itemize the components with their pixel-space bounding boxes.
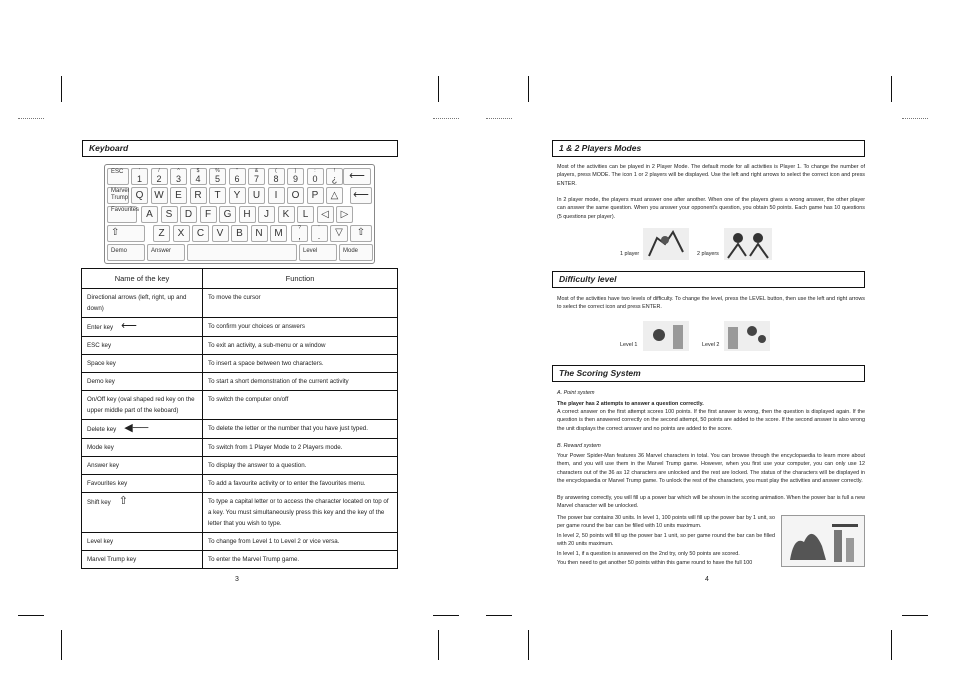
crop-mark [61,630,62,660]
table-row [82,493,398,533]
function-cell: To add a favourite activity or to enter the favourites menu. [203,475,398,493]
key-name-cell: Shift key ⇧ [82,493,203,533]
key-z: Z [153,225,170,242]
crop-mark [61,76,62,102]
crop-mark [438,76,439,102]
key-y: Y [229,187,246,204]
crop-mark [433,615,459,616]
key-b: B [231,225,248,242]
reward-system-text-5: In level 1, if a question is answered on the 2nd try, only 50 points are scored. [557,551,740,557]
two-players-label: 2 players [697,251,719,257]
key-name-cell: Enter key ⟵ [82,318,203,337]
key-1: ' 1 [131,168,148,185]
table-row [82,439,398,457]
table-row [82,457,398,475]
key-i: I [268,187,285,204]
scoring-animation-screenshot [781,515,865,567]
key-w: W [151,187,168,204]
key-l: L [297,206,314,223]
key-8: ( 8 [268,168,285,185]
key-esc: ESC [107,168,129,185]
crop-mark [438,630,439,660]
keyboard-diagram [104,164,375,264]
crop-mark [528,76,529,102]
table-row [82,420,398,439]
key-marvel-trump: Marvel Trump [107,187,129,204]
crop-mark [902,118,928,119]
key-name-cell: Demo key [82,373,203,391]
key-name-cell: Level key [82,533,203,551]
crop-mark [891,630,892,660]
key-m: M [270,225,287,242]
key-t: T [209,187,226,204]
key-p: P [307,187,324,204]
key-s: S [161,206,178,223]
level-1-icon [643,321,689,351]
key-punct-1: ' . [311,225,328,242]
point-system-bold: The player has 2 attempts to answer a question correctly. [557,401,704,407]
function-cell: To type a capital letter or to access the character located on top of a key. You must simultaneously press this key and the key of the letter that you wish to type. [203,493,398,533]
players-paragraph-2: In 2 player mode, the players must answer one after another. When one of the players gives a wrong answer, the other player can answer the same question. When you answer your opponent's question, you obtain 50 points. Each game has 10 questions (5 questions per player). [557,197,865,220]
crop-mark [18,615,44,616]
key-j: J [258,206,275,223]
table-row [82,337,398,355]
crop-mark [891,76,892,102]
key-6: " 6 [229,168,246,185]
one-player-label: 1 player [620,251,640,257]
key-mode: Mode [339,244,373,261]
key-h: H [239,206,256,223]
key-g: G [219,206,236,223]
function-cell: To delete the letter or the number that you have just typed. [203,420,398,439]
crop-mark [18,118,44,119]
up-arrow-pointer-icon: ⟵ [343,168,371,185]
reward-system-text-1: Your Power Spider-Man features 36 Marvel characters in total. You can browse through the encyclopaedia to learn more about them, and you will use them in the Marvel Trump game. However, when you first use your computer, you can only use 12 characters out of the 36 as 12 characters are unlocked and the rest are locked. The status of the characters will be displayed in the encyclopaedia or Marvel Trump game. To unlock the rest of the characters, you must play the activities and answer correctly. [557,453,865,485]
crop-mark [433,118,459,119]
difficulty-paragraph: Most of the activities have two levels of difficulty. To change the level, press the LEVEL button, then use the left and right arrows to select the correct icon and press ENTER. [557,296,865,311]
level-2-icon [724,321,770,351]
scoring-section-title: The Scoring System [552,365,865,382]
reward-system-text-6: You then need to get another 50 points within this game round to have the full 100 [557,560,753,566]
key-3: ^ 3 [170,168,187,185]
crop-mark [486,118,512,119]
keyboard-section-title: Keyboard [82,140,398,157]
players-paragraph-1: Most of the activities can be played in 2 Player Mode. The default mode for all activities is Player 1. To change the number of players, press MODE. The icon 1 or 2 players will be displayed. Use the left and right arrows to select the correct icon and press ENTER. [557,164,865,187]
key-favourites: Favourites [107,206,137,223]
key-0: : 0 [307,168,324,185]
key-level: Level [299,244,337,261]
page-number-right: 4 [705,576,709,583]
delete-arrow-icon: ◀── [124,422,149,434]
key-x: X [173,225,190,242]
key-f: F [200,206,217,223]
reward-system-text-3: The power bar contains 30 units. In level 1, 100 points will fill up the power bar by 1 unit, so per game round the bar can be filled with 10 units maximum. [557,515,775,530]
key-shift-left: ⇧ [107,225,145,242]
table-row [82,318,398,337]
enter-arrow-icon: ⟵ [350,187,372,204]
table-row [82,391,398,420]
crop-mark [902,615,928,616]
function-cell: To move the cursor [203,289,398,318]
function-cell: To exit an activity, a sub-menu or a window [203,337,398,355]
level-2-label: Level 2 [702,342,720,348]
table-header-function: Function [203,269,398,289]
key-c: C [192,225,209,242]
crop-mark [528,630,529,660]
table-row [82,355,398,373]
reward-system-text-2: By answering correctly, you will fill up a power bar which will be shown in the scoring animation. When the power bar is full a new Marvel character will be unlocked. [557,495,865,510]
key-k: K [278,206,295,223]
one-player-icon [643,228,689,260]
key-shift-right: ⇧ [350,225,372,242]
difficulty-section-title: Difficulty level [552,271,865,288]
key-o: O [287,187,304,204]
function-cell: To switch the computer on/off [203,391,398,420]
table-row [82,475,398,493]
crop-mark [486,615,512,616]
function-cell: To insert a space between two characters. [203,355,398,373]
key-4: $ 4 [190,168,207,185]
key-r: R [190,187,207,204]
key-u: U [248,187,265,204]
two-players-icon [724,228,772,260]
key-demo: Demo [107,244,145,261]
reward-system-title: B. Reward system [557,443,601,449]
point-system-text: A correct answer on the first attempt scores 100 points. If the first answer is wrong, then the question is displayed again. If the question is then answered correctly on the second attempt, 50 points are added to the score. If the second answer is also wrong the unit displays the correct answer and no points are added to the score. [557,409,865,432]
function-cell: To change from Level 1 to Level 2 or vice versa. [203,533,398,551]
shift-arrow-icon: ⇧ [118,495,128,507]
key-name-cell: Delete key ◀── [82,420,203,439]
table-row [82,533,398,551]
key-¿: ! ¿ [326,168,343,185]
level-1-label: Level 1 [620,342,638,348]
key-right-arrow: ▷ [336,206,353,223]
key-name-cell: ESC key [82,337,203,355]
table-row [82,373,398,391]
key-n: N [251,225,268,242]
key-punct-0: ? , [291,225,308,242]
key-answer: Answer [147,244,185,261]
key-name-cell: Marvel Trump key [82,551,203,569]
key-a: A [141,206,158,223]
key-name-cell: On/Off key (oval shaped red key on the upper middle part of the keboard) [82,391,203,420]
key-left-arrow: ◁ [317,206,334,223]
key-name-cell: Answer key [82,457,203,475]
function-cell: To enter the Marvel Trump game. [203,551,398,569]
table-header-row [82,269,398,289]
page-number-left: 3 [235,576,239,583]
key-name-cell: Mode key [82,439,203,457]
table-header-key: Name of the key [82,269,203,289]
key-2: / 2 [151,168,168,185]
key-9: ) 9 [287,168,304,185]
key-e: E [170,187,187,204]
function-cell: To display the answer to a question. [203,457,398,475]
table-row [82,289,398,318]
function-cell: To confirm your choices or answers [203,318,398,337]
key-name-cell: Favourites key [82,475,203,493]
key-d: D [180,206,197,223]
key-7: & 7 [248,168,265,185]
key-function-table [81,268,398,569]
key-5: % 5 [209,168,226,185]
key-up-arrow: △ [326,187,343,204]
players-section-title: 1 & 2 Players Modes [552,140,865,157]
point-system-title: A. Point system [557,390,595,396]
key-down-arrow: ▽ [330,225,348,242]
table-row [82,551,398,569]
key-name-cell: Directional arrows (left, right, up and down) [82,289,203,318]
enter-arrow-icon: ⟵ [121,320,137,332]
reward-system-text-4: In level 2, 50 points will fill up the power bar 1 unit, so per game round the bar can be filled with 20 units maximum. [557,533,775,548]
function-cell: To start a short demonstration of the current activity [203,373,398,391]
key-v: V [212,225,229,242]
function-cell: To switch from 1 Player Mode to 2 Players mode. [203,439,398,457]
key-name-cell: Space key [82,355,203,373]
key-q: Q [131,187,148,204]
key-space [187,244,297,261]
